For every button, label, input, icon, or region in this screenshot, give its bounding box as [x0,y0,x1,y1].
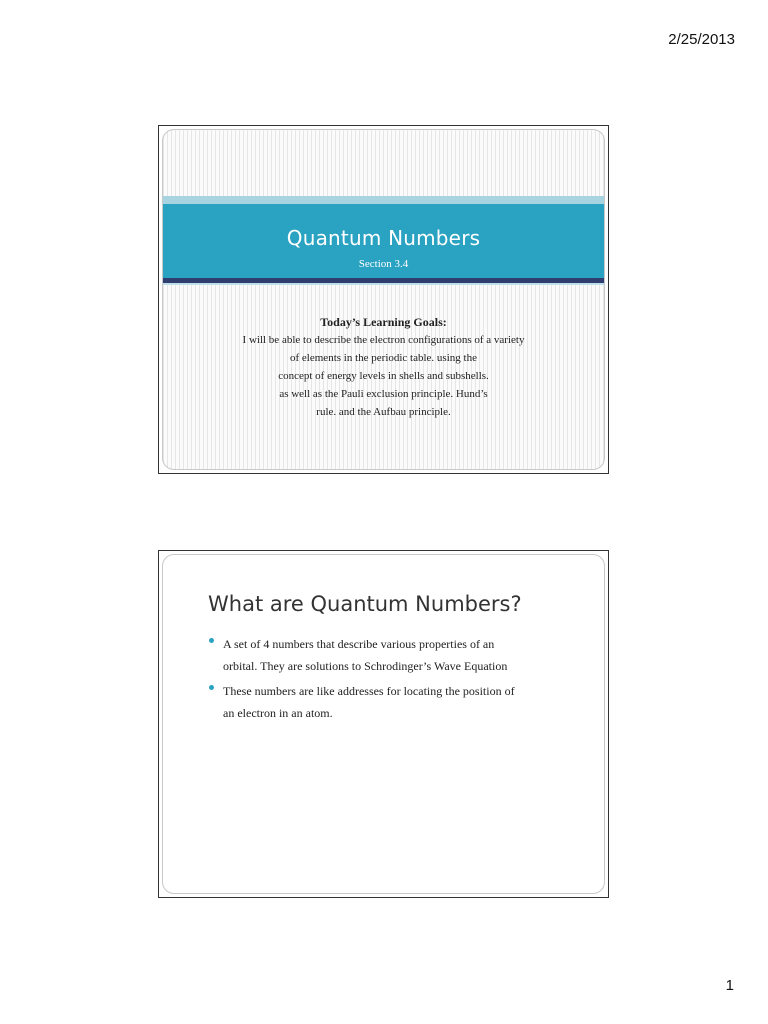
bullet-item [208,680,594,724]
bullet-text-line: A set of 4 numbers that describe various properties of an [223,637,495,651]
bullet-text-line: These numbers are like addresses for locating the position of [223,684,515,698]
bullet-dot-icon [209,638,214,643]
slide-1-subtitle: Section 3.4 [358,258,409,270]
slide-1-title: Quantum Numbers [286,226,481,250]
learning-goals-line: concept of energy levels in shells and subshells. [278,370,489,382]
learning-goals-line: rule. and the Aufbau principle. [316,406,451,418]
title-band-light-stripe [163,196,604,204]
title-band-bottom-stripe [163,283,604,285]
slide-1 [158,125,609,474]
learning-goals-heading: Today’s Learning Goals: [320,315,447,329]
slide-2-canvas [162,554,605,894]
learning-goals [169,314,598,421]
learning-goals-line: as well as the Pauli exclusion principle. Hund’s [279,388,488,400]
bullet-list [208,633,594,727]
learning-goals-line: of elements in the periodic table. using the [290,352,477,364]
page-date: 2/25/2013 [668,31,735,48]
learning-goals-line: I will be able to describe the electron configurations of a variety [242,334,525,346]
slide-2-title: What are Quantum Numbers? [208,592,522,616]
bullet-dot-icon [209,685,214,690]
slide-2 [158,550,609,898]
bullet-item [208,633,594,677]
bullet-text-line: an electron in an atom. [223,706,333,720]
bullet-text-line: orbital. They are solutions to Schrodinger’s Wave Equation [223,659,508,673]
page-number: 1 [725,977,734,994]
slide-1-canvas [162,129,605,470]
